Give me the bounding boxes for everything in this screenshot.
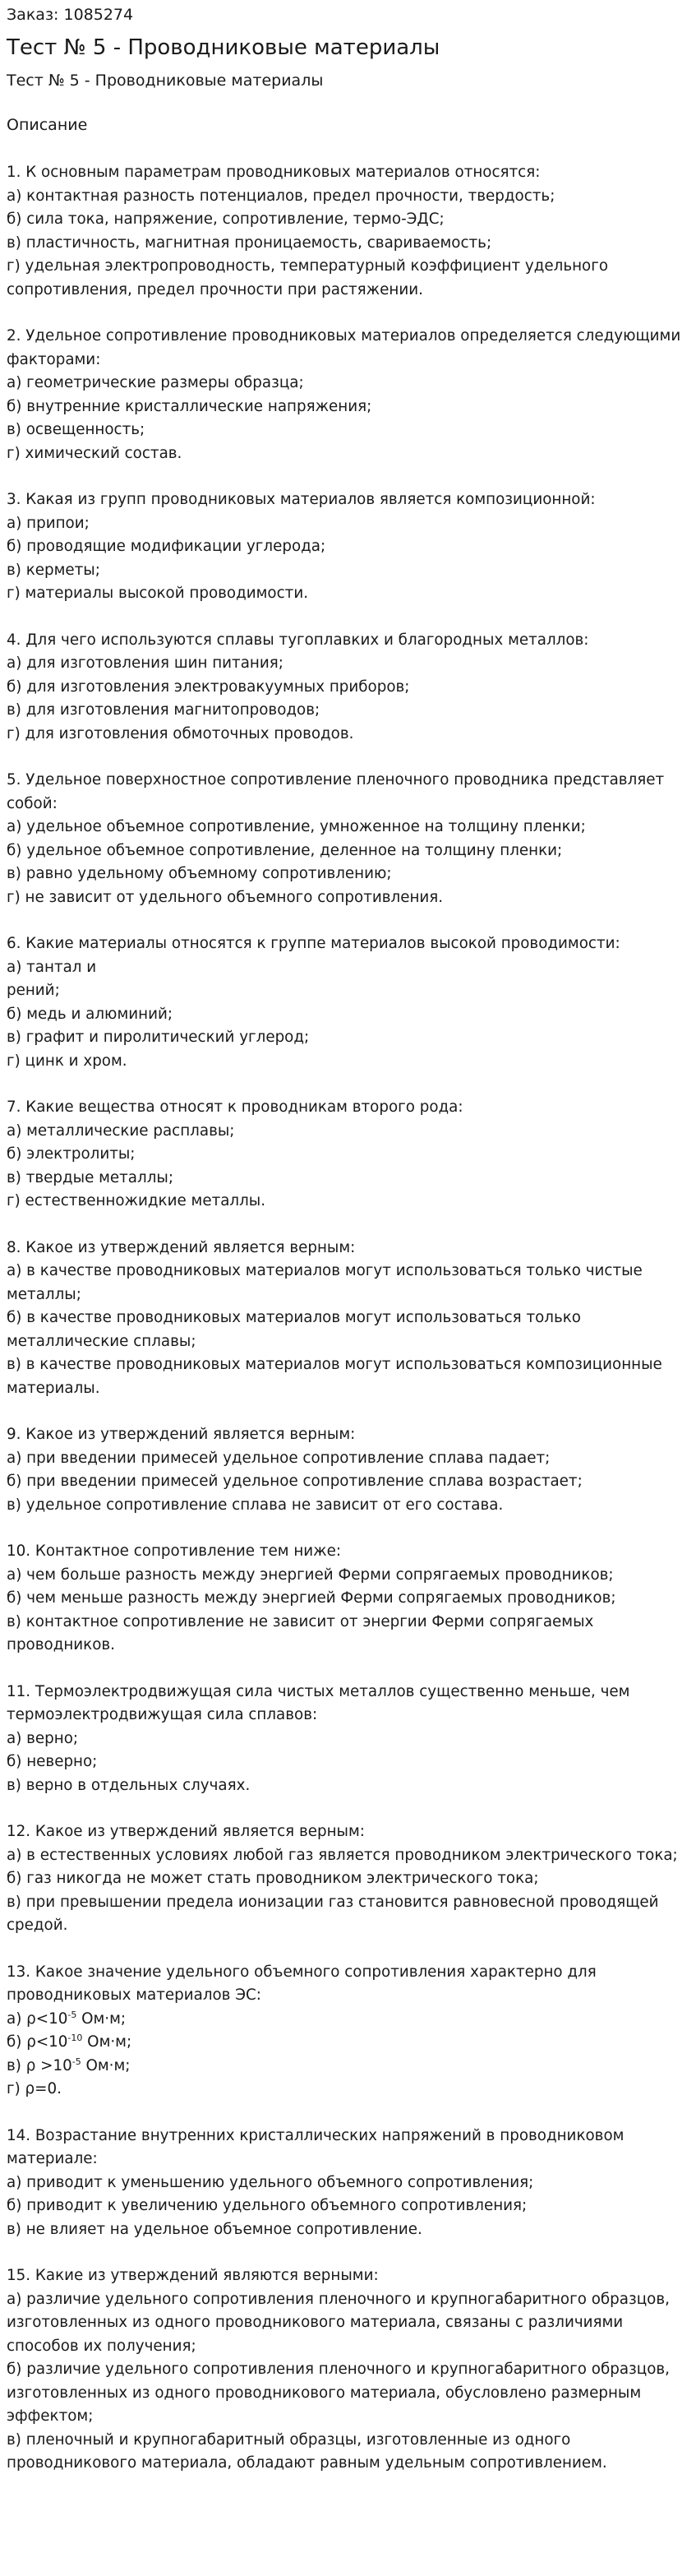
option-text: б) ρ<10 <box>7 2033 68 2051</box>
answer-option: в) в качестве проводниковых материалов могут использоваться композиционные материалы. <box>7 1356 662 1397</box>
answer-option: в) керметы; <box>7 561 100 579</box>
answer-option: б) газ никогда не может стать проводником электрического тока; <box>7 1870 539 1887</box>
answer-option: в) твердые металлы; <box>7 1168 173 1186</box>
answer-option: а) чем больше разность между энергией Ферми сопрягаемых проводников; <box>7 1565 614 1584</box>
option-text: а) ρ<10 <box>7 2009 68 2028</box>
question-block <box>7 1237 689 1401</box>
page-title: Тест № 5 - Проводниковые материалы <box>7 35 440 60</box>
question-block <box>7 2264 689 2476</box>
answer-option: а) припои; <box>7 514 90 532</box>
question-text: 15. Какие из утверждений являются верными: <box>7 2267 379 2284</box>
answer-option: а) геометрические размеры образца; <box>7 374 304 391</box>
answer-option: в) верно в отдельных случаях. <box>7 1776 251 1794</box>
question-block <box>7 769 689 909</box>
answer-option: б) удельное объемное сопротивление, деленное на толщину пленки; <box>7 841 563 859</box>
answer-option: а) в естественных условиях любой газ является проводником электрического тока; <box>7 1846 678 1864</box>
question-text: 7. Какие вещества относят к проводникам второго рода: <box>7 1098 463 1116</box>
questions-list <box>7 161 689 2476</box>
question-text: 4. Для чего используются сплавы тугоплавких и благородных металлов: <box>7 631 589 649</box>
answer-option: б) внутренние кристаллические напряжения; <box>7 397 372 415</box>
answer-option: а) верно; <box>7 1729 79 1747</box>
answer-option: а) для изготовления шин питания; <box>7 654 283 672</box>
answer-option: в) освещенность; <box>7 421 145 438</box>
exponent: -5 <box>67 2009 77 2020</box>
answer-option <box>7 2055 689 2079</box>
question-text: 9. Какое из утверждений является верным: <box>7 1426 356 1443</box>
answer-option: в) пластичность, магнитная проницаемость, свариваемость; <box>7 234 492 252</box>
answer-option: б) приводит к увеличению удельного объемного сопротивления; <box>7 2197 528 2214</box>
question-block <box>7 1820 689 1938</box>
question-block <box>7 629 689 747</box>
option-text: г) ρ=0. <box>7 2080 62 2097</box>
answer-option: а) в качестве проводниковых материалов могут использоваться только чистые металлы; <box>7 1262 643 1303</box>
question-block <box>7 488 689 606</box>
order-number: Заказ: 1085274 <box>7 6 134 24</box>
exponent: -10 <box>67 2032 83 2043</box>
answer-option: в) пленочный и крупногабаритный образцы, изготовленные из одного проводникового материала, обладают равным удельным сопротивлением. <box>7 2430 607 2472</box>
answer-option: рений; <box>7 982 60 999</box>
answer-option: а) при введении примесей удельное сопротивление сплава падает; <box>7 1449 551 1467</box>
answer-option: б) проводящие модификации углерода; <box>7 538 326 555</box>
answer-option: в) при превышении предела ионизации газ становится равновесной проводящей средой. <box>7 1893 659 1934</box>
answer-option <box>7 2078 689 2102</box>
answer-option: а) металлические расплавы; <box>7 1122 235 1140</box>
option-unit: Ом·м; <box>76 2009 127 2028</box>
question-text: 3. Какая из групп проводниковых материалов является композиционной: <box>7 491 596 508</box>
answer-option: г) не зависит от удельного объемного сопротивления. <box>7 888 444 906</box>
answer-option: б) неверно; <box>7 1753 98 1770</box>
answer-option: г) естественножидкие металлы. <box>7 1192 266 1209</box>
question-block <box>7 161 689 302</box>
question-block <box>7 2125 689 2242</box>
question-block <box>7 932 689 1073</box>
answer-option: а) тантал и <box>7 958 97 976</box>
question-text: 6. Какие материалы относятся к группе материалов высокой проводимости: <box>7 935 620 952</box>
answer-option: в) не влияет на удельное объемное сопротивление. <box>7 2220 422 2238</box>
description-label: Описание <box>7 116 88 134</box>
question-block <box>7 325 689 465</box>
exponent: -5 <box>71 2056 81 2067</box>
question-text: 10. Контактное сопротивление тем ниже: <box>7 1542 342 1560</box>
answer-option: в) графит и пиролитический углерод; <box>7 1029 310 1046</box>
answer-option: б) электролиты; <box>7 1145 136 1163</box>
question-text: 8. Какое из утверждений является верным: <box>7 1238 356 1256</box>
answer-option: б) различие удельного сопротивления пленочного и крупногабаритного образцов, изготовленных из одного проводникового материала, обусловлено размерным эффектом; <box>7 2361 670 2425</box>
answer-option: в) равно удельному объемному сопротивлению; <box>7 865 392 882</box>
question-text: 1. К основным параметрам проводниковых материалов относятся: <box>7 164 541 181</box>
answer-option: г) удельная электропроводность, температурный коэффициент удельного сопротивления, предел прочности при растяжении. <box>7 257 609 298</box>
answer-option <box>7 2008 689 2032</box>
option-unit: Ом·м; <box>82 2033 132 2051</box>
question-text: 11. Термоэлектродвижущая сила чистых металлов существенно меньше, чем термоэлектродвижущая сила сплавов: <box>7 1682 630 1723</box>
question-text: 13. Какое значение удельного объемного сопротивления характерно для проводниковых материалов ЭС: <box>7 1963 597 2004</box>
question-block <box>7 1961 689 2102</box>
question-block <box>7 1681 689 1798</box>
answer-option: а) приводит к уменьшению удельного объемного сопротивления; <box>7 2173 534 2191</box>
question-block <box>7 1423 689 1517</box>
question-text: 5. Удельное поверхностное сопротивление пленочного проводника представляет собой: <box>7 771 665 812</box>
answer-option: г) цинк и хром. <box>7 1052 127 1070</box>
answer-option: в) для изготовления магнитопроводов; <box>7 701 320 719</box>
answer-option: г) химический состав. <box>7 444 182 462</box>
page-subtitle: Тест № 5 - Проводниковые материалы <box>7 72 324 90</box>
answer-option: б) сила тока, напряжение, сопротивление, термо-ЭДС; <box>7 210 445 228</box>
answer-option: г) материалы высокой проводимости. <box>7 585 309 602</box>
answer-option: а) удельное объемное сопротивление, умноженное на толщину пленки; <box>7 818 586 835</box>
answer-option: г) для изготовления обмоточных проводов. <box>7 724 354 742</box>
answer-option <box>7 2031 689 2055</box>
answer-option: б) в качестве проводниковых материалов могут использоваться только металлические сплавы; <box>7 1309 581 1350</box>
question-text: 14. Возрастание внутренних кристаллических напряжений в проводниковом материале: <box>7 2126 625 2167</box>
question-block <box>7 1096 689 1214</box>
option-text: в) ρ >10 <box>7 2056 72 2074</box>
question-text: 12. Какое из утверждений является верным: <box>7 1823 365 1840</box>
answer-option: а) различие удельного сопротивления пленочного и крупногабаритного образцов, изготовленных из одного проводникового материала, связаны с различиями способов их получения; <box>7 2290 670 2355</box>
question-block <box>7 1540 689 1658</box>
answer-option: в) контактное сопротивление не зависит от энергии Ферми сопрягаемых проводников. <box>7 1612 594 1653</box>
answer-option: б) медь и алюминий; <box>7 1005 173 1023</box>
answer-option: б) для изготовления электровакуумных приборов; <box>7 678 410 696</box>
option-unit: Ом·м; <box>81 2056 131 2074</box>
question-text: 2. Удельное сопротивление проводниковых материалов определяется следующими факторами: <box>7 327 681 368</box>
answer-option: б) чем меньше разность между энергией Ферми сопрягаемых проводников; <box>7 1589 616 1607</box>
answer-option: а) контактная разность потенциалов, предел прочности, твердость; <box>7 187 555 205</box>
answer-option: б) при введении примесей удельное сопротивление сплава возрастает; <box>7 1473 583 1490</box>
answer-option: в) удельное сопротивление сплава не зависит от его состава. <box>7 1496 504 1514</box>
